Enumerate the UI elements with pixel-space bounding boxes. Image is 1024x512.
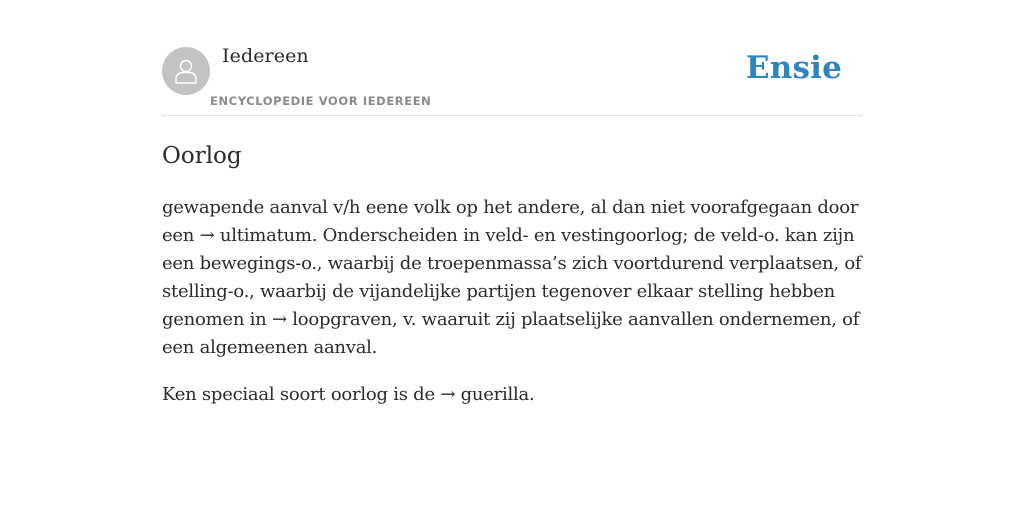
paragraph-text: . bbox=[529, 384, 535, 405]
link-ultimatum[interactable]: → ultimatum bbox=[199, 225, 312, 246]
article-paragraph bbox=[162, 194, 862, 362]
page-container bbox=[162, 0, 862, 409]
link-loopgraven[interactable]: → loopgraven bbox=[271, 309, 392, 330]
article-paragraph bbox=[162, 381, 862, 409]
user-icon bbox=[171, 56, 201, 86]
article-title: Oorlog bbox=[162, 143, 242, 169]
header bbox=[162, 0, 862, 116]
paragraph-text: . Onderscheiden in veld- en vestingoorlog; de veld-o. kan zijn een bewegings-o., waarbij de troepenmassa’s zich voortdurend verplaatsen, of stelling-o., waarbij de vijandelijke partijen tegenover elkaar stelling hebben genomen in bbox=[162, 225, 862, 330]
paragraph-text: , v. waaruit zij plaatselijke aanvallen ondernemen, of een algemeenen aanval. bbox=[162, 309, 860, 358]
avatar[interactable] bbox=[162, 47, 210, 95]
author-name[interactable]: Iedereen bbox=[222, 45, 309, 67]
link-guerilla[interactable]: → guerilla bbox=[440, 384, 530, 405]
ensie-logo[interactable]: Ensie bbox=[745, 50, 842, 86]
site-tagline: ENCYCLOPEDIE VOOR IEDEREEN bbox=[210, 94, 432, 108]
paragraph-text: Ken speciaal soort oorlog is de bbox=[162, 384, 441, 405]
paragraph-text: gewapende aanval v/h eene volk op het andere, al dan niet voorafgegaan door een bbox=[162, 197, 859, 246]
